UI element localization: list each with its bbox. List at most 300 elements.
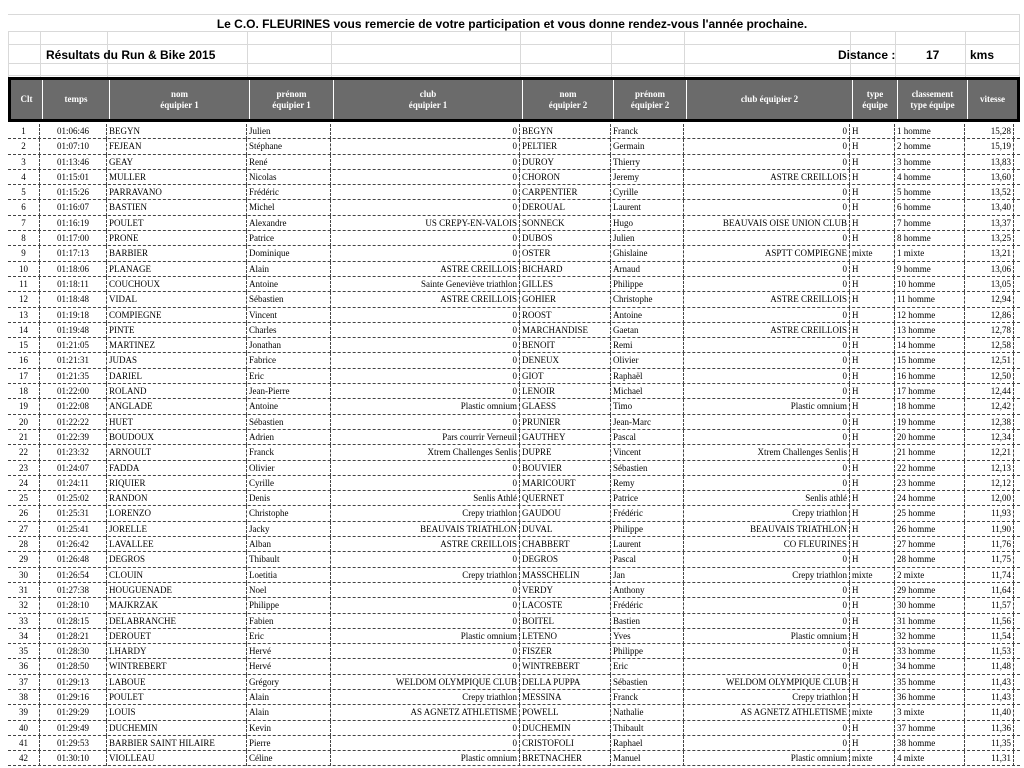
cell-speed: 11,56 (965, 614, 1014, 629)
cell-club-2: 0 (684, 308, 850, 323)
cell-lastname-2: LENOIR (520, 384, 611, 399)
cell-club-2: CO FLEURINES (684, 537, 850, 552)
cell-club-1: 0 (331, 598, 520, 613)
cell-speed: 12,34 (965, 430, 1014, 445)
cell-lastname-2: DUPRE (520, 445, 611, 460)
cell-team-type: H (850, 170, 895, 185)
cell-club-1: 0 (331, 185, 520, 200)
cell-lastname-2: DUROY (520, 155, 611, 170)
table-row (8, 399, 1020, 414)
cell-lastname-1: ARNOULT (107, 445, 247, 460)
cell-firstname-2: Timo (611, 399, 684, 414)
table-row (8, 690, 1020, 705)
cell-firstname-1: Patrice (247, 231, 331, 246)
cell-firstname-1: Denis (247, 491, 331, 506)
cell-lastname-2: LACOSTE (520, 598, 611, 613)
cell-firstname-1: Dominique (247, 246, 331, 261)
cell-speed: 12,51 (965, 353, 1014, 368)
table-row (8, 751, 1020, 766)
table-row (8, 200, 1020, 215)
cell-firstname-2: Franck (611, 690, 684, 705)
cell-team-type-rank: 18 homme (895, 399, 965, 414)
cell-lastname-2: OSTER (520, 246, 611, 261)
cell-club-2: 0 (684, 736, 850, 751)
table-row (8, 185, 1020, 200)
cell-team-type: H (850, 491, 895, 506)
table-row (8, 675, 1020, 690)
cell-team-type: H (850, 185, 895, 200)
cell-time: 01:24:07 (40, 461, 107, 476)
cell-team-type-rank: 9 homme (895, 262, 965, 277)
table-row (8, 124, 1020, 139)
cell-team-type: H (850, 323, 895, 338)
cell-lastname-1: DUCHEMIN (107, 721, 247, 736)
cell-team-type-rank: 21 homme (895, 445, 965, 460)
cell-lastname-2: CARPENTIER (520, 185, 611, 200)
cell-firstname-1: Antoine (247, 399, 331, 414)
cell-club-1: ASTRE CREILLOIS (331, 262, 520, 277)
cell-team-type-rank: 20 homme (895, 430, 965, 445)
cell-speed: 13,37 (965, 216, 1014, 231)
cell-lastname-1: CLOUIN (107, 568, 247, 583)
table-row (8, 246, 1020, 261)
cell-lastname-1: FEJEAN (107, 139, 247, 154)
cell-team-type: H (850, 353, 895, 368)
cell-team-type-rank: 27 homme (895, 537, 965, 552)
cell-team-type: H (850, 659, 895, 674)
cell-club-1: 0 (331, 338, 520, 353)
cell-firstname-2: Jan (611, 568, 684, 583)
cell-team-type-rank: 37 homme (895, 721, 965, 736)
cell-time: 01:13:46 (40, 155, 107, 170)
cell-firstname-2: Pascal (611, 430, 684, 445)
table-row (8, 522, 1020, 537)
cell-club-2: 0 (684, 369, 850, 384)
cell-lastname-2: ROOST (520, 308, 611, 323)
cell-speed: 11,43 (965, 690, 1014, 705)
cell-rank: 16 (8, 353, 40, 368)
cell-club-1: 0 (331, 369, 520, 384)
table-row (8, 353, 1020, 368)
table-row (8, 155, 1020, 170)
cell-firstname-2: Sébastien (611, 675, 684, 690)
cell-lastname-1: POULET (107, 690, 247, 705)
cell-firstname-1: Pierre (247, 736, 331, 751)
cell-team-type: H (850, 537, 895, 552)
table-row (8, 705, 1020, 720)
cell-time: 01:26:42 (40, 537, 107, 552)
cell-team-type-rank: 38 homme (895, 736, 965, 751)
cell-speed: 13,05 (965, 277, 1014, 292)
cell-time: 01:25:31 (40, 506, 107, 521)
cell-club-1: 0 (331, 323, 520, 338)
cell-firstname-2: Antoine (611, 308, 684, 323)
cell-firstname-1: Philippe (247, 598, 331, 613)
cell-speed: 13,52 (965, 185, 1014, 200)
cell-club-2: 0 (684, 461, 850, 476)
cell-team-type-rank: 15 homme (895, 353, 965, 368)
cell-team-type: H (850, 461, 895, 476)
cell-team-type: mixte (850, 246, 895, 261)
cell-lastname-1: MULLER (107, 170, 247, 185)
column-header-row (8, 77, 1020, 122)
cell-team-type: H (850, 690, 895, 705)
cell-team-type: H (850, 506, 895, 521)
cell-time: 01:24:11 (40, 476, 107, 491)
cell-firstname-2: Ghislaine (611, 246, 684, 261)
table-row (8, 231, 1020, 246)
cell-lastname-1: LABOUE (107, 675, 247, 690)
cell-time: 01:15:26 (40, 185, 107, 200)
cell-lastname-1: LOUIS (107, 705, 247, 720)
cell-time: 01:25:02 (40, 491, 107, 506)
cell-lastname-1: LORENZO (107, 506, 247, 521)
cell-lastname-1: JUDAS (107, 353, 247, 368)
cell-speed: 12,38 (965, 415, 1014, 430)
table-row (8, 568, 1020, 583)
cell-time: 01:25:41 (40, 522, 107, 537)
cell-firstname-2: Christophe (611, 292, 684, 307)
cell-team-type: H (850, 476, 895, 491)
cell-lastname-2: GAUTHEY (520, 430, 611, 445)
cell-club-2: 0 (684, 185, 850, 200)
cell-firstname-2: Bastien (611, 614, 684, 629)
cell-club-2: Crepy triathlon (684, 690, 850, 705)
cell-firstname-2: Cyrille (611, 185, 684, 200)
cell-firstname-2: Vincent (611, 445, 684, 460)
cell-team-type: H (850, 430, 895, 445)
cell-speed: 11,75 (965, 552, 1014, 567)
cell-club-1: 0 (331, 476, 520, 491)
cell-club-2: 0 (684, 552, 850, 567)
cell-time: 01:22:00 (40, 384, 107, 399)
cell-firstname-1: Fabien (247, 614, 331, 629)
table-row (8, 415, 1020, 430)
cell-time: 01:18:06 (40, 262, 107, 277)
cell-team-type: H (850, 384, 895, 399)
cell-time: 01:28:15 (40, 614, 107, 629)
cell-time: 01:16:07 (40, 200, 107, 215)
cell-club-2: 0 (684, 262, 850, 277)
cell-firstname-2: Gaetan (611, 323, 684, 338)
cell-lastname-1: DELABRANCHE (107, 614, 247, 629)
cell-club-1: Crepy triathlon (331, 568, 520, 583)
cell-time: 01:19:48 (40, 323, 107, 338)
cell-lastname-1: MAJKRZAK (107, 598, 247, 613)
cell-team-type: H (850, 124, 895, 139)
cell-club-2: 0 (684, 139, 850, 154)
cell-club-1: 0 (331, 461, 520, 476)
cell-lastname-1: POULET (107, 216, 247, 231)
cell-firstname-1: Fabrice (247, 353, 331, 368)
cell-team-type: mixte (850, 751, 895, 766)
cell-firstname-2: Thibault (611, 721, 684, 736)
cell-speed: 11,43 (965, 675, 1014, 690)
cell-club-1: 0 (331, 552, 520, 567)
cell-club-1: WELDOM OLYMPIQUE CLUB (331, 675, 520, 690)
cell-time: 01:26:54 (40, 568, 107, 583)
cell-team-type-rank: 3 mixte (895, 705, 965, 720)
cell-club-2: 0 (684, 614, 850, 629)
cell-speed: 12,86 (965, 308, 1014, 323)
cell-time: 01:17:00 (40, 231, 107, 246)
cell-firstname-1: Michel (247, 200, 331, 215)
cell-time: 01:23:32 (40, 445, 107, 460)
cell-lastname-1: PLANAGE (107, 262, 247, 277)
cell-speed: 12,78 (965, 323, 1014, 338)
cell-time: 01:22:39 (40, 430, 107, 445)
cell-club-2: ASTRE CREILLOIS (684, 292, 850, 307)
cell-speed: 15,28 (965, 124, 1014, 139)
table-row (8, 139, 1020, 154)
cell-lastname-1: WINTREBERT (107, 659, 247, 674)
cell-club-1: BEAUVAIS TRIATHLON (331, 522, 520, 537)
cell-lastname-2: SONNECK (520, 216, 611, 231)
cell-club-2: 0 (684, 155, 850, 170)
cell-team-type-rank: 2 homme (895, 139, 965, 154)
cell-club-2: Crepy triathlon (684, 506, 850, 521)
cell-team-type-rank: 11 homme (895, 292, 965, 307)
table-row (8, 277, 1020, 292)
cell-club-1: 0 (331, 155, 520, 170)
cell-firstname-1: Jean-Pierre (247, 384, 331, 399)
cell-club-1: 0 (331, 415, 520, 430)
cell-rank: 12 (8, 292, 40, 307)
cell-team-type-rank: 3 homme (895, 155, 965, 170)
cell-team-type: H (850, 598, 895, 613)
cell-team-type: H (850, 583, 895, 598)
cell-speed: 11,93 (965, 506, 1014, 521)
cell-speed: 11,48 (965, 659, 1014, 674)
cell-firstname-2: Frédéric (611, 506, 684, 521)
cell-team-type-rank: 26 homme (895, 522, 965, 537)
table-row (8, 583, 1020, 598)
cell-firstname-2: Franck (611, 124, 684, 139)
cell-lastname-1: FADDA (107, 461, 247, 476)
cell-team-type-rank: 28 homme (895, 552, 965, 567)
cell-time: 01:22:22 (40, 415, 107, 430)
cell-firstname-1: Antoine (247, 277, 331, 292)
cell-club-2: 0 (684, 659, 850, 674)
cell-team-type-rank: 30 homme (895, 598, 965, 613)
table-row (8, 537, 1020, 552)
cell-club-2: 0 (684, 200, 850, 215)
cell-lastname-2: GOHIER (520, 292, 611, 307)
cell-club-2: 0 (684, 415, 850, 430)
cell-firstname-2: Remi (611, 338, 684, 353)
cell-team-type: H (850, 277, 895, 292)
cell-speed: 12,42 (965, 399, 1014, 414)
cell-team-type-rank: 1 homme (895, 124, 965, 139)
cell-lastname-2: DENEUX (520, 353, 611, 368)
table-row (8, 506, 1020, 521)
cell-club-1: 0 (331, 736, 520, 751)
table-row (8, 338, 1020, 353)
cell-club-1: Sainte Geneviève triathlon (331, 277, 520, 292)
cell-team-type: H (850, 415, 895, 430)
cell-lastname-1: BASTIEN (107, 200, 247, 215)
cell-team-type: H (850, 338, 895, 353)
cell-team-type: H (850, 262, 895, 277)
cell-rank: 24 (8, 476, 40, 491)
cell-club-2: 0 (684, 384, 850, 399)
cell-time: 01:29:49 (40, 721, 107, 736)
cell-lastname-1: JORELLE (107, 522, 247, 537)
table-row (8, 598, 1020, 613)
cell-speed: 13,83 (965, 155, 1014, 170)
cell-firstname-1: Christophe (247, 506, 331, 521)
cell-lastname-2: CHABBERT (520, 537, 611, 552)
cell-rank: 41 (8, 736, 40, 751)
cell-firstname-1: Adrien (247, 430, 331, 445)
cell-firstname-2: Remy (611, 476, 684, 491)
cell-time: 01:27:38 (40, 583, 107, 598)
cell-club-2: 0 (684, 476, 850, 491)
cell-club-1: 0 (331, 614, 520, 629)
cell-club-2: Plastic omnium (684, 399, 850, 414)
cell-lastname-2: MARICOURT (520, 476, 611, 491)
cell-club-2: 0 (684, 277, 850, 292)
cell-team-type-rank: 36 homme (895, 690, 965, 705)
cell-rank: 13 (8, 308, 40, 323)
cell-rank: 18 (8, 384, 40, 399)
cell-team-type-rank: 4 mixte (895, 751, 965, 766)
cell-firstname-2: Arnaud (611, 262, 684, 277)
cell-rank: 4 (8, 170, 40, 185)
cell-lastname-2: MESSINA (520, 690, 611, 705)
cell-speed: 11,53 (965, 644, 1014, 659)
cell-team-type: H (850, 614, 895, 629)
cell-club-1: Crepy triathlon (331, 506, 520, 521)
cell-rank: 33 (8, 614, 40, 629)
cell-lastname-2: BENOIT (520, 338, 611, 353)
cell-club-2: 0 (684, 430, 850, 445)
cell-speed: 13,21 (965, 246, 1014, 261)
cell-lastname-2: GLAESS (520, 399, 611, 414)
cell-speed: 13,40 (965, 200, 1014, 215)
cell-firstname-2: Manuel (611, 751, 684, 766)
cell-lastname-2: BEGYN (520, 124, 611, 139)
cell-club-1: 0 (331, 384, 520, 399)
cell-firstname-1: Céline (247, 751, 331, 766)
table-row (8, 262, 1020, 277)
cell-speed: 12,12 (965, 476, 1014, 491)
cell-time: 01:29:53 (40, 736, 107, 751)
cell-club-1: ASTRE CREILLOIS (331, 292, 520, 307)
cell-club-1: US CREPY-EN-VALOIS (331, 216, 520, 231)
col-header-firstname-2: prénom équipier 2 (614, 80, 687, 119)
cell-lastname-1: COUCHOUX (107, 277, 247, 292)
cell-time: 01:21:05 (40, 338, 107, 353)
cell-team-type-rank: 24 homme (895, 491, 965, 506)
col-header-team-type-rank: classement type équipe (898, 80, 968, 119)
cell-club-2: 0 (684, 644, 850, 659)
cell-rank: 26 (8, 506, 40, 521)
cell-firstname-2: Yves (611, 629, 684, 644)
cell-team-type-rank: 1 mixte (895, 246, 965, 261)
cell-team-type: H (850, 675, 895, 690)
cell-speed: 12,13 (965, 461, 1014, 476)
cell-lastname-1: DEGROS (107, 552, 247, 567)
table-row (8, 323, 1020, 338)
cell-time: 01:28:50 (40, 659, 107, 674)
cell-club-2: Crepy triathlon (684, 568, 850, 583)
cell-club-1: 0 (331, 200, 520, 215)
cell-team-type-rank: 22 homme (895, 461, 965, 476)
cell-club-2: 0 (684, 353, 850, 368)
cell-lastname-2: LETENO (520, 629, 611, 644)
table-row (8, 552, 1020, 567)
cell-team-type-rank: 32 homme (895, 629, 965, 644)
cell-rank: 19 (8, 399, 40, 414)
cell-club-1: Xtrem Challenges Senlis (331, 445, 520, 460)
cell-lastname-1: VIOLLEAU (107, 751, 247, 766)
cell-club-2: WELDOM OLYMPIQUE CLUB (684, 675, 850, 690)
table-row (8, 430, 1020, 445)
cell-firstname-1: Hervé (247, 659, 331, 674)
cell-rank: 20 (8, 415, 40, 430)
cell-team-type-rank: 10 homme (895, 277, 965, 292)
cell-team-type: H (850, 200, 895, 215)
cell-lastname-2: POWELL (520, 705, 611, 720)
cell-rank: 25 (8, 491, 40, 506)
cell-rank: 5 (8, 185, 40, 200)
cell-team-type-rank: 29 homme (895, 583, 965, 598)
cell-team-type-rank: 23 homme (895, 476, 965, 491)
cell-rank: 10 (8, 262, 40, 277)
cell-rank: 34 (8, 629, 40, 644)
distance-unit: kms (970, 48, 995, 62)
cell-club-1: 0 (331, 644, 520, 659)
cell-firstname-2: Raphaël (611, 369, 684, 384)
cell-club-1: ASTRE CREILLOIS (331, 537, 520, 552)
cell-time: 01:15:01 (40, 170, 107, 185)
cell-lastname-1: MARTINEZ (107, 338, 247, 353)
cell-lastname-1: HOUGUENADE (107, 583, 247, 598)
cell-team-type: H (850, 522, 895, 537)
cell-club-1: 0 (331, 139, 520, 154)
cell-firstname-2: Laurent (611, 200, 684, 215)
cell-lastname-2: MARCHANDISE (520, 323, 611, 338)
cell-lastname-1: BARBIER SAINT HILAIRE (107, 736, 247, 751)
cell-club-2: Plastic omnium (684, 751, 850, 766)
cell-club-1: 0 (331, 170, 520, 185)
cell-rank: 17 (8, 369, 40, 384)
cell-time: 01:29:29 (40, 705, 107, 720)
cell-firstname-2: Nathalie (611, 705, 684, 720)
cell-team-type: mixte (850, 705, 895, 720)
cell-firstname-1: Julien (247, 124, 331, 139)
cell-rank: 37 (8, 675, 40, 690)
cell-firstname-1: Alexandre (247, 216, 331, 231)
cell-club-1: Plastic omnium (331, 751, 520, 766)
cell-speed: 13,60 (965, 170, 1014, 185)
cell-speed: 12,21 (965, 445, 1014, 460)
cell-speed: 15,19 (965, 139, 1014, 154)
cell-firstname-1: Frédéric (247, 185, 331, 200)
cell-team-type: H (850, 399, 895, 414)
cell-lastname-2: DEGROS (520, 552, 611, 567)
cell-lastname-2: MASSCHELIN (520, 568, 611, 583)
cell-rank: 21 (8, 430, 40, 445)
cell-club-1: 0 (331, 124, 520, 139)
cell-rank: 29 (8, 552, 40, 567)
cell-firstname-2: Thierry (611, 155, 684, 170)
cell-lastname-2: BICHARD (520, 262, 611, 277)
cell-lastname-1: RANDON (107, 491, 247, 506)
cell-team-type: H (850, 736, 895, 751)
cell-speed: 11,35 (965, 736, 1014, 751)
